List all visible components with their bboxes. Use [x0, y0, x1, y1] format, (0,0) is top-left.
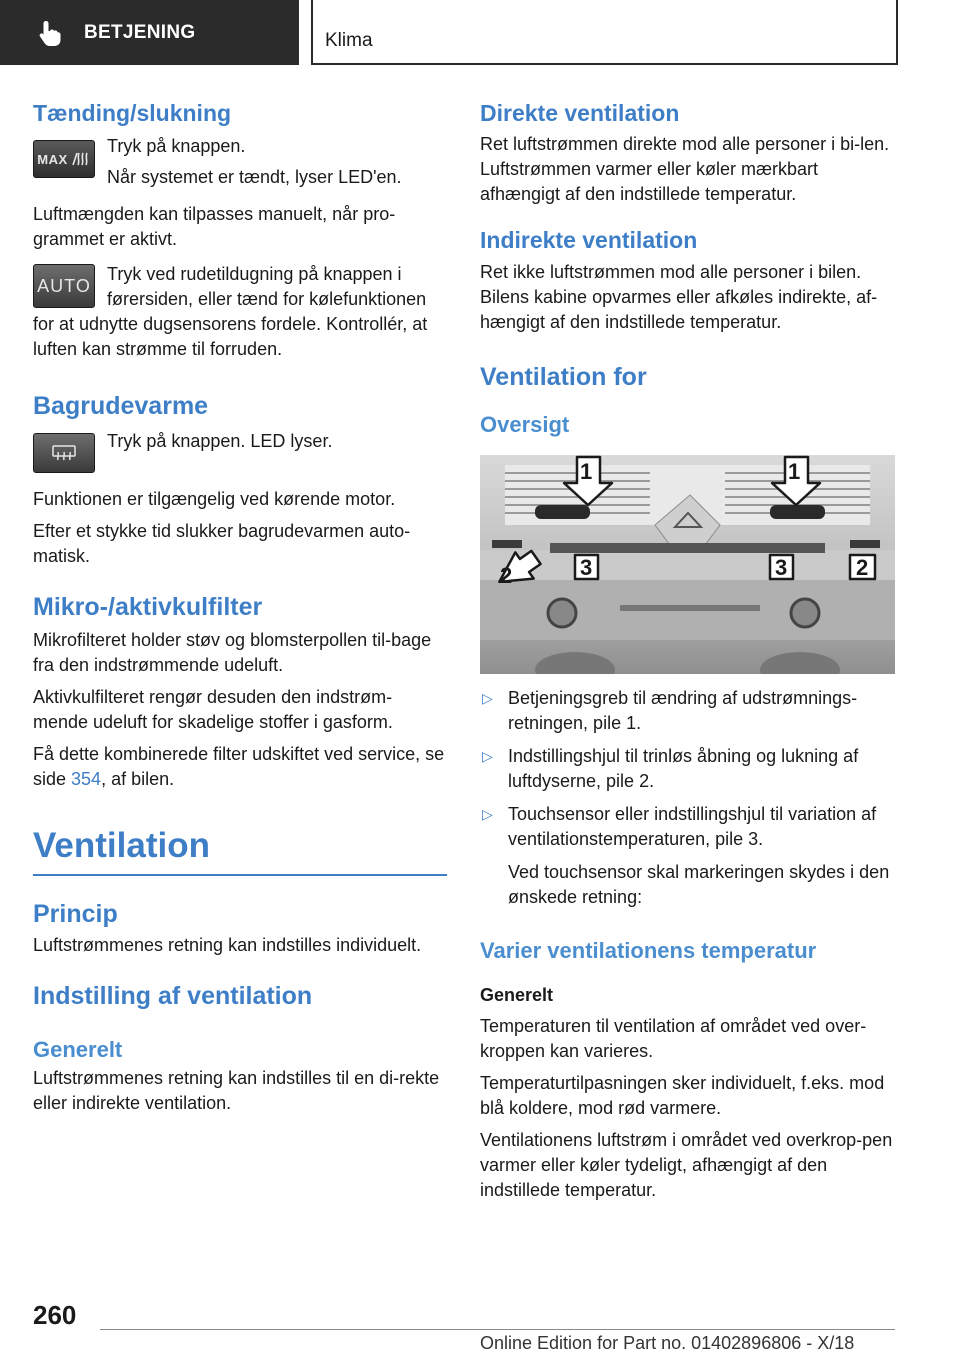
auto-text-2: førersiden, eller tænd for kølefunktionen — [107, 289, 427, 310]
photo-label-1a: 1 — [580, 458, 593, 484]
defrost-waves-icon — [71, 151, 91, 167]
heading-general: Generelt — [33, 1036, 123, 1062]
photo-label-1b: 1 — [788, 458, 801, 484]
heading-rear-defrost: Bagrudevarme — [33, 392, 209, 421]
subheading-general: Generelt — [480, 985, 554, 1006]
heading-direct: Direkte ventilation — [480, 100, 680, 126]
bullet-sub-text: Ved touchsensor skal markeringen skydes i den ønskede retning: — [508, 861, 890, 907]
filter-para-2: Aktivkulfilteret rengør desuden den indstrøm-mende udeluft for skadelige stoffer i gasform. — [33, 686, 393, 732]
rear-window-heat-icon — [51, 444, 77, 462]
vent-overview-photo — [480, 455, 895, 674]
filter-para-3: Få dette kombinerede filter udskiftet ved service, se side 354, af bilen. — [33, 743, 445, 789]
heading-indirect: Indirekte ventilation — [480, 227, 698, 254]
vary-para-2: Temperaturtilpasningen sker individuelt, f.eks. mod blå koldere, mod rød varmere. — [480, 1073, 885, 1119]
rear-para-2: Efter et stykke tid slukker bagrudevarmen auto-matisk. — [33, 521, 411, 567]
photo-label-2a: 2 — [500, 562, 513, 588]
chapter-title: Klima — [325, 30, 373, 51]
heading-filter: Mikro-/aktivkulfilter — [33, 593, 263, 622]
heading-ventilation: Ventilation — [33, 825, 210, 865]
heading-overview: Oversigt — [480, 411, 570, 437]
list-item: ▷ Touchsensor eller indstillingshjul til variation af ventilationstemperaturen, pile 3. Ved touchsensor skal markeringen skydes i den ønskede retning: — [480, 802, 895, 910]
list-item: ▷ Betjeningsgreb til ændring af udstrømnings-retningen, pile 1. — [482, 687, 858, 733]
auto-button-icon: AUTO — [33, 264, 95, 308]
triangle-bullet-icon: ▷ — [482, 805, 493, 822]
page-number: 260 — [33, 1300, 77, 1330]
airflow-para: Luftmængden kan tilpasses manuelt, når pro-grammet er aktivt. — [33, 204, 396, 250]
overview-list — [480, 686, 895, 910]
photo-label-3b: 3 — [775, 554, 788, 580]
footer-rule — [100, 1329, 895, 1330]
heading-principle: Princip — [33, 900, 118, 929]
triangle-bullet-icon: ▷ — [482, 689, 493, 706]
auto-text-1: Tryk ved rudetildugning på knappen i — [107, 264, 402, 285]
hand-pointer-icon — [38, 19, 62, 47]
heading-on-off: Tænding/slukning — [33, 100, 232, 126]
auto-button-row — [33, 264, 447, 312]
vary-para-3: Ventilationens luftstrøm i området ved overkrop-pen varmer eller køler tydeligt, afhængigt af den indstillede temperatur. — [480, 1130, 893, 1201]
chapter-header — [311, 0, 898, 65]
section-label: BETJENING — [84, 21, 196, 43]
heading-vary: Varier ventilationens temperatur — [480, 937, 817, 963]
max-defrost-icon: MAX — [33, 140, 95, 178]
rear-para-1: Funktionen er tilgængelig ved kørende motor. — [33, 489, 396, 510]
direct-text: Ret luftstrømmen direkte mod alle personer i bi-len. Luftstrømmen varmer eller køler mærkbart afhængigt af den indstillede temperatur. — [480, 134, 890, 205]
rear-defrost-text: Tryk på knappen. LED lyser. — [107, 431, 333, 452]
indirect-text: Ret ikke luftstrømmen mod alle personer i bilen. Bilens kabine opvarmes eller afkøles indirekte, af-hængigt af den indstillede temperatur. — [480, 261, 878, 332]
max-text-2: Når systemet er tændt, lyser LED'en. — [107, 167, 402, 188]
max-text-1: Tryk på knappen. — [107, 136, 246, 157]
vary-para-1: Temperaturen til ventilation af området ved over-kroppen kan varieres. — [480, 1016, 867, 1062]
principle-text: Luftstrømmenes retning kan indstilles individuelt. — [33, 934, 422, 955]
heading-setting: Indstilling af ventilation — [33, 981, 313, 1010]
photo-label-3a: 3 — [580, 554, 593, 580]
rear-defrost-icon — [33, 433, 95, 473]
section-tab — [0, 0, 299, 65]
general-text: Luftstrømmenes retning kan indstilles til en di-rekte eller indirekte ventilation. — [33, 1067, 440, 1113]
left-column — [33, 100, 447, 1116]
filter-para-1: Mikrofilteret holder støv og blomsterpollen til-bage fra den indstrømmende udeluft. — [33, 629, 432, 675]
page-link[interactable]: 354 — [71, 768, 102, 789]
auto-text-rest: for at udnytte dugsensorens fordele. Kontrollér, at luften kan strømme til forruden. — [33, 314, 428, 360]
triangle-bullet-icon: ▷ — [482, 747, 493, 764]
right-column — [480, 100, 895, 1203]
footer-edition: Online Edition for Part no. 01402896806 - X/18 — [480, 1333, 855, 1353]
max-button-row — [33, 136, 447, 190]
heading-vent-front: Ventilation for — [480, 362, 647, 391]
rear-defrost-row — [33, 433, 447, 473]
list-item: ▷ Indstillingshjul til trinløs åbning og lukning af luftdyserne, pile 2. — [482, 745, 859, 791]
photo-label-2b: 2 — [856, 554, 869, 580]
